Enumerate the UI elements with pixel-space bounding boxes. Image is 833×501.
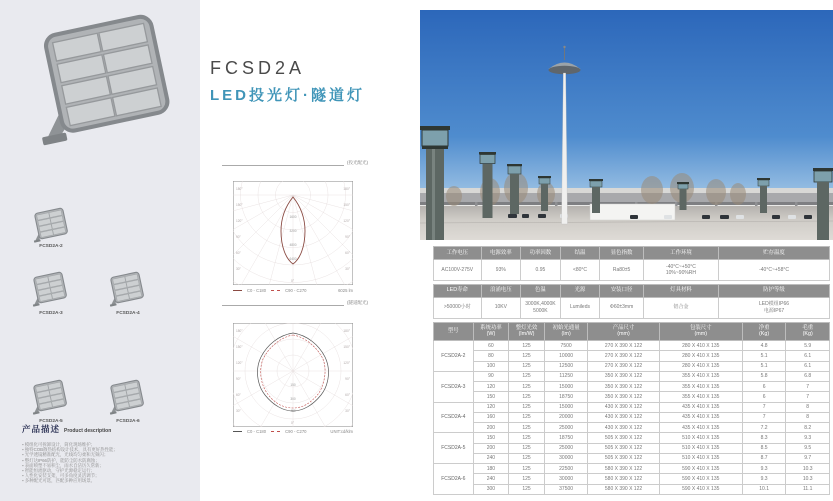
model-spec-table [433,322,830,495]
table-cell: 7 [786,392,830,402]
table-cell: 6 [742,382,786,392]
model-cell: FCSD2A-5 [434,433,474,464]
svg-text:180°: 180° [343,187,350,191]
table-row [434,392,830,402]
table-cell: 355 X 410 X 135 [659,392,742,402]
header-cell: 型号 [434,322,474,341]
table-cell: 280 X 410 X 135 [659,351,742,361]
table-row [434,371,830,381]
table-cell: 6.1 [786,361,830,371]
table-cell: 12500 [544,361,588,371]
header-cell: 显色指数 [600,247,644,260]
table-cell: 25000 [544,443,588,453]
description-bullets [22,442,184,484]
flood-photometric-chart [233,181,353,285]
table-row [434,361,830,371]
header-cell: 工作环境 [643,247,718,260]
svg-text:300: 300 [290,397,296,401]
table-cell: 125 [509,474,545,484]
table-cell: 590 X 410 X 135 [659,474,742,484]
value-cell: Lumileds [560,297,600,318]
table-cell: 125 [509,402,545,412]
model-table-header-row [434,322,830,341]
specification-tables [433,246,830,495]
product-name-title: LED投光灯·隧道灯 [210,87,365,104]
table-cell: 25000 [544,423,588,433]
main-product-image [26,8,194,158]
value-cell: >50000小时 [434,297,482,318]
model-cell: FCSD2A-4 [434,402,474,433]
header-cell: 系统功率 (W) [473,322,509,341]
table-cell: 430 X 390 X 122 [588,412,659,422]
svg-text:30°: 30° [345,409,350,413]
table-cell: 15000 [544,402,588,412]
table-cell: 355 X 410 X 135 [659,371,742,381]
table-cell: 6 [742,392,786,402]
table-row [434,341,830,351]
flux-note: 6025 lm [338,288,353,293]
table-cell: 580 X 390 X 122 [588,464,659,474]
table-cell: 4.8 [742,341,786,351]
table-cell: 125 [509,382,545,392]
svg-text:30°: 30° [345,267,350,271]
table-cell: 510 X 410 X 135 [659,443,742,453]
table-row [434,351,830,361]
table-cell: 20000 [544,412,588,422]
table-cell: 505 X 390 X 122 [588,433,659,443]
table-cell: 150 [473,392,509,402]
table-cell: 120 [473,382,509,392]
table-cell: 350 X 390 X 122 [588,392,659,402]
svg-text:60°: 60° [236,393,241,397]
table-cell: 355 X 410 X 135 [659,382,742,392]
table-row [434,412,830,422]
table-cell: 9.3 [786,433,830,443]
table-cell: 180 [473,464,509,474]
table-row [434,484,830,494]
flood-chart-caption [222,160,368,166]
table-cell: 125 [509,361,545,371]
table-cell: 430 X 390 X 122 [588,402,659,412]
description-bullet: ▪ 独特COB散热结构设计技术，具有更好热性能； [22,447,184,452]
thumb-label: FCSD2A-4 [116,311,140,316]
table-cell: 8.3 [742,433,786,443]
table-cell: 150 [473,433,509,443]
header-cell: LED寿命 [434,284,482,297]
value-cell: 铝合金 [643,297,718,318]
legend-label: C0 - C180 [247,429,267,434]
table-cell: 270 X 390 X 122 [588,351,659,361]
description-bullet: ▪ 表面喷塑不易积尘，雨水自洁历久常新； [22,463,184,468]
header-cell: 功率因数 [521,247,561,260]
thumb-label: FCSD2A-3 [39,311,63,316]
svg-text:120°: 120° [236,219,243,223]
spec1-header-row [434,247,830,260]
table-cell: 240 [473,474,509,484]
legend-label: C90 - C270 [285,288,307,293]
table-cell: 15000 [544,382,588,392]
table-cell: 120 [473,402,509,412]
table-cell: 505 X 390 X 122 [588,443,659,453]
caption-text: (隧道配光) [347,300,368,305]
table-row [434,433,830,443]
table-cell: 590 X 410 X 135 [659,464,742,474]
table-cell: 510 X 410 X 135 [659,453,742,463]
svg-text:180°: 180° [343,329,350,333]
header-cell: 色温 [521,284,561,297]
table-cell: 240 [473,453,509,463]
table-cell: 590 X 410 X 135 [659,484,742,494]
table-cell: 8.5 [742,443,786,453]
installation-photo [420,10,833,240]
thumb-label: FCSD2A-2 [39,244,63,249]
svg-text:150°: 150° [236,345,243,349]
svg-text:3200: 3200 [289,229,297,233]
header-cell: 初始光通量 (lm) [544,322,588,341]
table-cell: 7 [742,412,786,422]
table-cell: 37500 [544,484,588,494]
description-title-cn: 产品描述 [22,424,61,434]
header-cell: 产品尺寸 (mm) [588,322,659,341]
table-cell: 270 X 390 X 122 [588,361,659,371]
svg-text:1600: 1600 [289,215,297,219]
header-cell: 贮存温度 [719,247,830,260]
svg-text:180°: 180° [236,329,243,333]
model-table-body [434,341,830,495]
svg-text:150°: 150° [343,345,350,349]
spec2-value-row [434,297,830,318]
table-cell: 160 [473,412,509,422]
header-cell: 净重 (Kg) [742,322,786,341]
table-cell: 9.3 [742,474,786,484]
svg-text:150°: 150° [343,203,350,207]
svg-text:60°: 60° [345,251,350,255]
thumb-label: FCSD2A-6 [116,419,140,424]
table-row [434,382,830,392]
caption-text: (投光配光) [347,160,368,165]
table-cell: 125 [509,351,545,361]
table-cell: 10.3 [786,464,830,474]
table-cell: 125 [509,392,545,402]
table-cell: 300 [473,484,509,494]
header-cell: 毛重 (Kg) [786,322,830,341]
svg-text:60°: 60° [345,393,350,397]
svg-text:120°: 120° [343,219,350,223]
caption-rule [222,164,344,166]
legend-label: C0 - C180 [247,288,267,293]
legend-swatch-dashed [271,290,280,291]
table-cell: 280 X 410 X 135 [659,341,742,351]
value-cell: -40°C~+58°C [719,259,830,280]
svg-text:30°: 30° [236,267,241,271]
svg-text:150: 150 [290,383,296,387]
table-cell: 580 X 390 X 122 [588,474,659,484]
svg-text:0°: 0° [291,421,295,425]
table-cell: 200 [473,443,509,453]
svg-text:0°: 0° [291,279,295,283]
value-cell: 10KV [481,297,521,318]
svg-text:150°: 150° [236,203,243,207]
svg-text:90°: 90° [345,377,350,381]
table-cell: 7.2 [742,423,786,433]
table-cell: 30000 [544,453,588,463]
spec2-header-row [434,284,830,297]
quick-spec-table-1 [433,246,830,281]
svg-text:90°: 90° [236,377,241,381]
table-cell: 350 X 390 X 122 [588,371,659,381]
table-cell: 60 [473,341,509,351]
svg-text:60°: 60° [236,251,241,255]
table-cell: 7 [786,382,830,392]
tunnel-chart-legend [233,429,353,434]
table-cell: 435 X 410 X 135 [659,402,742,412]
svg-text:120°: 120° [343,361,350,365]
table-cell: 505 X 390 X 122 [588,453,659,463]
thumb-fcsd2a-2 [29,206,75,246]
table-cell: 9.5 [786,443,830,453]
svg-text:90°: 90° [236,235,241,239]
table-cell: 5.9 [786,341,830,351]
table-cell: 18750 [544,392,588,402]
header-cell: 结温 [560,247,600,260]
table-cell: 510 X 410 X 135 [659,433,742,443]
legend-swatch-solid [233,431,242,432]
svg-text:180°: 180° [236,187,243,191]
header-cell: 防护等级 [719,284,830,297]
header-cell: 光源 [560,284,600,297]
product-description [22,419,184,484]
description-bullet: ▪ 整灯达IP66防护，能防尘防水防腐蚀； [22,458,184,463]
header-cell: 包装尺寸 (mm) [659,322,742,341]
table-cell: 125 [509,464,545,474]
header-cell: 安装口径 [600,284,644,297]
table-cell: 8 [786,402,830,412]
legend-swatch-dashed [271,431,280,432]
thumb-fcsd2a-5 [28,378,74,418]
table-cell: 125 [509,341,545,351]
table-row [434,474,830,484]
table-cell: 8.7 [742,453,786,463]
svg-text:4800: 4800 [289,243,297,247]
header-cell: 工作电压 [434,247,482,260]
value-cell: AC100V-275V [434,259,482,280]
table-cell: 350 X 390 X 122 [588,382,659,392]
svg-text:120°: 120° [236,361,243,365]
header-cell: 灯具材料 [643,284,718,297]
table-cell: 430 X 390 X 122 [588,423,659,433]
table-row [434,453,830,463]
table-cell: 200 [473,423,509,433]
table-cell: 125 [509,371,545,381]
model-cell: FCSD2A-2 [434,341,474,372]
thumb-fcsd2a-4 [105,270,151,310]
description-bullet: ▪ 多种配光可选，匹配多种应用场景。 [22,478,184,483]
thumb-fcsd2a-6 [105,378,151,418]
spec1-value-row [434,259,830,280]
table-cell: 10.1 [742,484,786,494]
thumb-fcsd2a-3 [28,270,74,310]
svg-text:30°: 30° [236,409,241,413]
table-cell: 6.1 [786,351,830,361]
value-cell: 3000K,4000K 5000K [521,297,561,318]
table-cell: 8.2 [786,423,830,433]
legend-label: C90 - C270 [285,429,307,434]
tunnel-photometric-chart [233,323,353,427]
value-cell: Φ60±3mm [600,297,644,318]
table-cell: 8 [786,412,830,422]
table-cell: 125 [509,484,545,494]
thumb-label: FCSD2A-5 [39,419,63,424]
table-cell: 125 [509,433,545,443]
table-cell: 80 [473,351,509,361]
value-cell: Ra80±5 [600,259,644,280]
table-cell: 280 X 410 X 135 [659,361,742,371]
flood-chart-legend [233,288,353,293]
product-gallery-panel [0,0,200,501]
description-bullet: ▪ 智能恒流驱动，守护光源稳定运行； [22,468,184,473]
table-cell: 435 X 410 X 135 [659,412,742,422]
svg-text:450: 450 [290,409,296,413]
svg-text:6400: 6400 [289,257,297,261]
table-row [434,443,830,453]
header-cell: 浪涌电压 [481,284,521,297]
unit-note: UNIT:cd/klm [330,429,353,434]
table-cell: 100 [473,361,509,371]
table-row [434,402,830,412]
table-cell: 30000 [544,474,588,484]
value-cell: LED模组IP66 电源IP67 [719,297,830,318]
description-bullet: ▪ 模组化可拆卸设计，简化现场维护； [22,442,184,447]
svg-text:90°: 90° [345,235,350,239]
table-cell: 5.8 [742,371,786,381]
table-cell: 9.7 [786,453,830,463]
table-cell: 125 [509,412,545,422]
table-cell: 9.3 [742,464,786,474]
description-bullet: ▪ 人性化安装支架，可多角度灵活调节； [22,473,184,478]
model-code-title: FCSD2A [210,58,306,78]
table-cell: 125 [509,423,545,433]
table-cell: 5.1 [742,361,786,371]
caption-rule [222,304,344,306]
table-cell: 11250 [544,371,588,381]
description-bullet: ▪ 光学透镜精准配光，光线均匀柔和无频闪； [22,452,184,457]
table-cell: 10000 [544,351,588,361]
value-cell: 0.95 [521,259,561,280]
table-cell: 270 X 390 X 122 [588,341,659,351]
table-cell: 5.1 [742,351,786,361]
table-cell: 125 [509,443,545,453]
tunnel-chart-caption [222,300,368,306]
table-cell: 18750 [544,433,588,443]
table-cell: 7500 [544,341,588,351]
value-cell: <80°C [560,259,600,280]
value-cell: -40°C~+50°C 10%~90%RH [643,259,718,280]
table-cell: 22500 [544,464,588,474]
table-cell: 125 [509,453,545,463]
table-cell: 10.3 [786,474,830,484]
table-cell: 6.8 [786,371,830,381]
header-cell: 整灯光效 (lm/W) [509,322,545,341]
table-cell: 580 X 390 X 122 [588,484,659,494]
value-cell: 93% [481,259,521,280]
model-cell: FCSD2A-3 [434,371,474,402]
quick-spec-table-2 [433,284,830,319]
table-cell: 11.1 [786,484,830,494]
table-cell: 90 [473,371,509,381]
table-row [434,464,830,474]
legend-swatch-solid [233,290,242,291]
table-row [434,423,830,433]
table-cell: 7 [742,402,786,412]
table-cell: 435 X 410 X 135 [659,423,742,433]
model-cell: FCSD2A-6 [434,464,474,495]
description-title-en: Product description [64,428,112,434]
header-cell: 电源效率 [481,247,521,260]
